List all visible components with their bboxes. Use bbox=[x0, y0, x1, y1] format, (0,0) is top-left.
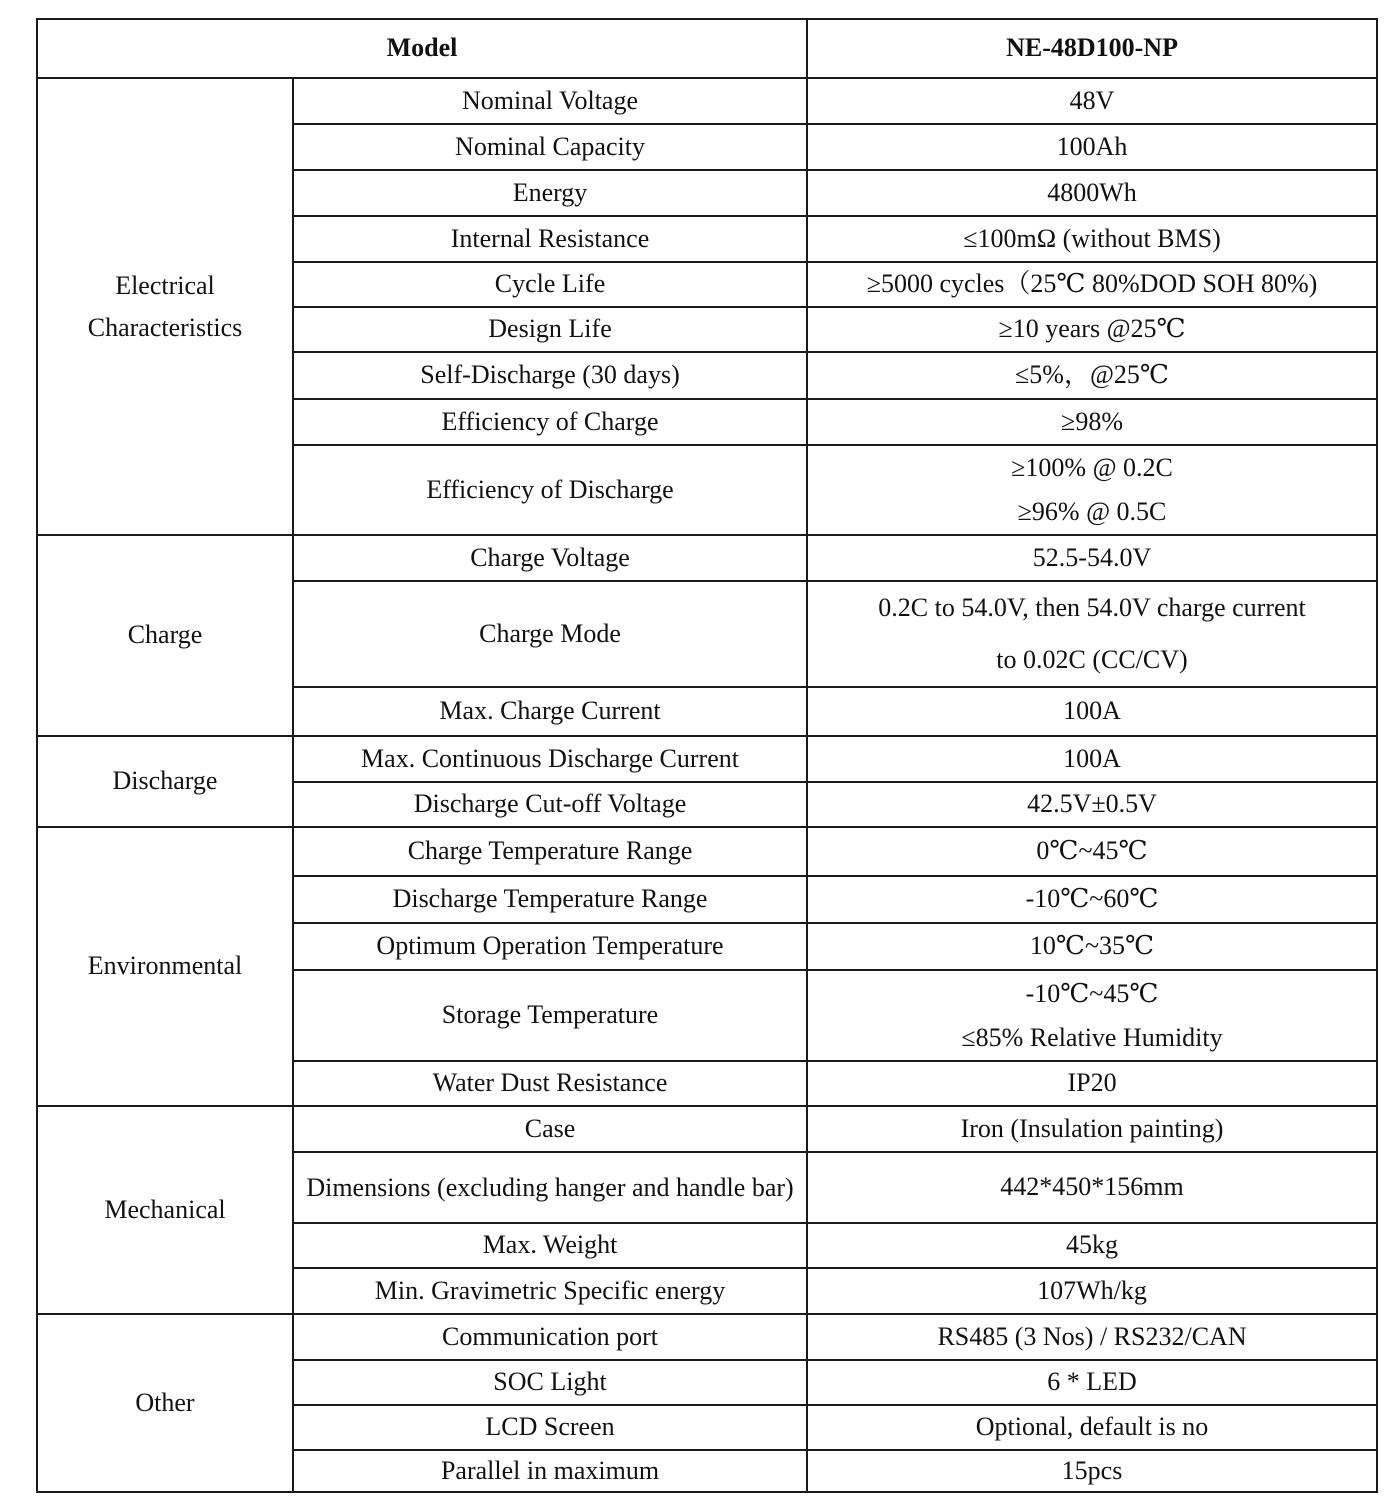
value-cell: IP20 bbox=[807, 1061, 1377, 1106]
value-cell: 100Ah bbox=[807, 124, 1377, 170]
value-cell: RS485 (3 Nos) / RS232/CAN bbox=[807, 1314, 1377, 1360]
group-other: Other bbox=[37, 1314, 293, 1492]
param-cell: Design Life bbox=[293, 307, 807, 352]
table-row bbox=[37, 535, 1377, 581]
group-mechanical: Mechanical bbox=[37, 1106, 293, 1314]
table-row bbox=[37, 78, 1377, 124]
param-cell: Discharge Temperature Range bbox=[293, 876, 807, 923]
value-cell: ≥98% bbox=[807, 399, 1377, 445]
value-cell: 45kg bbox=[807, 1223, 1377, 1268]
param-cell: Optimum Operation Temperature bbox=[293, 923, 807, 970]
param-cell: Max. Charge Current bbox=[293, 687, 807, 736]
value-line: ≤85% Relative Humidity bbox=[961, 1022, 1223, 1052]
value-cell: 442*450*156mm bbox=[807, 1152, 1377, 1223]
value-cell: ≥10 years @25℃ bbox=[807, 307, 1377, 352]
param-cell: Nominal Capacity bbox=[293, 124, 807, 170]
param-cell: Case bbox=[293, 1106, 807, 1152]
param-cell: Storage Temperature bbox=[293, 970, 807, 1061]
table-row bbox=[37, 1106, 1377, 1152]
table-row bbox=[37, 736, 1377, 782]
param-cell: Efficiency of Discharge bbox=[293, 445, 807, 535]
param-cell: SOC Light bbox=[293, 1360, 807, 1405]
group-charge: Charge bbox=[37, 535, 293, 736]
value-cell: 52.5-54.0V bbox=[807, 535, 1377, 581]
value-cell bbox=[807, 581, 1377, 687]
param-cell: Charge Mode bbox=[293, 581, 807, 687]
param-cell: Discharge Cut-off Voltage bbox=[293, 782, 807, 827]
spec-table bbox=[36, 18, 1378, 1493]
value-cell: 4800Wh bbox=[807, 170, 1377, 216]
param-cell: Dimensions (excluding hanger and handle bar) bbox=[293, 1152, 807, 1223]
table-row bbox=[37, 1314, 1377, 1360]
param-cell: Max. Weight bbox=[293, 1223, 807, 1268]
value-cell: 0℃~45℃ bbox=[807, 827, 1377, 876]
value-cell: 107Wh/kg bbox=[807, 1268, 1377, 1314]
value-cell: -10℃~60℃ bbox=[807, 876, 1377, 923]
param-cell: Max. Continuous Discharge Current bbox=[293, 736, 807, 782]
param-cell: Water Dust Resistance bbox=[293, 1061, 807, 1106]
param-cell: Internal Resistance bbox=[293, 216, 807, 262]
value-cell: Iron (Insulation painting) bbox=[807, 1106, 1377, 1152]
value-cell: 48V bbox=[807, 78, 1377, 124]
value-cell: Optional, default is no bbox=[807, 1405, 1377, 1450]
param-cell: Efficiency of Charge bbox=[293, 399, 807, 445]
model-value: NE-48D100-NP bbox=[807, 19, 1377, 78]
value-cell: 6 * LED bbox=[807, 1360, 1377, 1405]
value-cell: ≥5000 cycles（25℃ 80%DOD SOH 80%) bbox=[807, 262, 1377, 307]
param-cell: Nominal Voltage bbox=[293, 78, 807, 124]
value-cell: 100A bbox=[807, 687, 1377, 736]
param-cell: Self-Discharge (30 days) bbox=[293, 352, 807, 399]
value-cell bbox=[807, 970, 1377, 1061]
group-environmental: Environmental bbox=[37, 827, 293, 1106]
value-cell: 10℃~35℃ bbox=[807, 923, 1377, 970]
param-cell: Charge Temperature Range bbox=[293, 827, 807, 876]
group-discharge: Discharge bbox=[37, 736, 293, 827]
value-line: ≥96% @ 0.5C bbox=[1017, 497, 1167, 526]
value-cell bbox=[807, 445, 1377, 535]
value-line: to 0.02C (CC/CV) bbox=[996, 645, 1188, 674]
value-cell: ≤5%，@25℃ bbox=[807, 352, 1377, 399]
group-electrical bbox=[37, 78, 293, 535]
value-line: ≥100% @ 0.2C bbox=[1011, 453, 1173, 482]
value-line: -10℃~45℃ bbox=[1025, 978, 1159, 1008]
model-label: Model bbox=[37, 19, 807, 78]
value-cell: 42.5V±0.5V bbox=[807, 782, 1377, 827]
param-cell: Communication port bbox=[293, 1314, 807, 1360]
param-cell: Parallel in maximum bbox=[293, 1450, 807, 1492]
value-cell: 15pcs bbox=[807, 1450, 1377, 1492]
value-line: 0.2C to 54.0V, then 54.0V charge current bbox=[878, 593, 1306, 622]
table-row bbox=[37, 827, 1377, 876]
group-label: Electrical Characteristics bbox=[87, 270, 243, 342]
param-cell: Charge Voltage bbox=[293, 535, 807, 581]
header-row bbox=[37, 19, 1377, 78]
param-cell: Min. Gravimetric Specific energy bbox=[293, 1268, 807, 1314]
value-cell: ≤100mΩ (without BMS) bbox=[807, 216, 1377, 262]
value-cell: 100A bbox=[807, 736, 1377, 782]
param-cell: LCD Screen bbox=[293, 1405, 807, 1450]
param-cell: Cycle Life bbox=[293, 262, 807, 307]
param-cell: Energy bbox=[293, 170, 807, 216]
